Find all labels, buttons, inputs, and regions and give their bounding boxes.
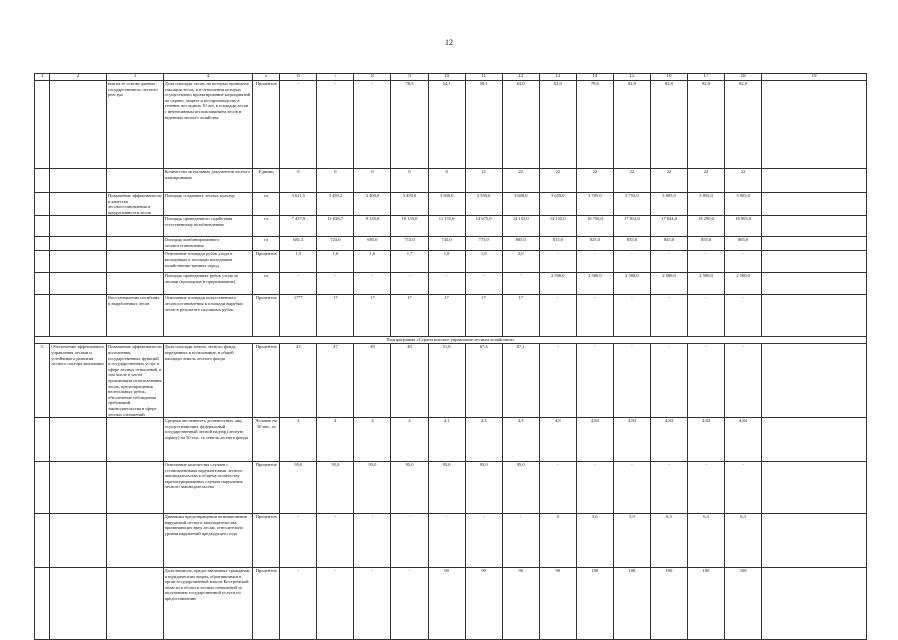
table-cell: - (354, 81, 391, 169)
table-cell: 90 (502, 568, 539, 640)
table-cell: Площадь проведенного содействия естественному возобновлению (163, 216, 252, 237)
table-cell (106, 462, 163, 514)
table-cell: 1,6 (317, 251, 354, 273)
table-cell (50, 237, 107, 251)
table-cell: 1,5 (280, 251, 317, 273)
table-cell: 2 500,0 (576, 273, 613, 295)
table-row (35, 514, 867, 568)
col-header: 4 (163, 74, 252, 81)
table-cell: 47 (317, 344, 354, 418)
table-cell: 805,0 (502, 237, 539, 251)
table-cell (35, 462, 50, 514)
col-header: 10 (428, 74, 465, 81)
col-header: 3 (106, 74, 163, 81)
table-cell: 22 (576, 169, 613, 193)
table-cell (762, 169, 867, 193)
table-cell: - (465, 273, 502, 295)
table-cell: - (391, 568, 428, 640)
table-cell: 3 705,0 (576, 193, 613, 216)
table-cell (106, 216, 163, 237)
table-cell: - (650, 462, 687, 514)
table-cell: 7 457,9 (280, 216, 317, 237)
table-cell: Отношение площади искусственного лесовосстановления к площади вырубки лесов в результате сплошных рубок (163, 295, 252, 337)
table-cell: 18 750,0 (576, 216, 613, 237)
table-cell: - (687, 295, 724, 337)
table-cell: 3 805,0 (650, 193, 687, 216)
subprogram-row (35, 337, 867, 344)
col-header: 2 (50, 74, 107, 81)
table-cell: 2 500,0 (725, 273, 762, 295)
table-cell: 845,0 (650, 237, 687, 251)
table-cell: 865,0 (725, 237, 762, 251)
table-cell (762, 237, 867, 251)
table-cell: 54,1 (428, 81, 465, 169)
table-cell (35, 514, 50, 568)
table-cell: 3. (35, 344, 50, 418)
table-cell: - (539, 251, 576, 273)
table-cell: 3 600,0 (502, 193, 539, 216)
table-cell: 82,9 (613, 81, 650, 169)
table-cell: 3 905,0 (725, 193, 762, 216)
table-cell: - (650, 251, 687, 273)
table-cell: Доля площади земель лесного фонда, переданных в пользование, в общей площади земель лесного фонда (163, 344, 252, 418)
table-cell: 82,9 (650, 81, 687, 169)
table-cell: Площадь созданных лесных культур (163, 193, 252, 216)
table-cell: 1,8 (428, 251, 465, 273)
table-cell: 22 (465, 169, 502, 193)
table-cell (50, 514, 107, 568)
table-cell: Процентов (253, 514, 280, 568)
table-cell: 17 (465, 295, 502, 337)
col-header: 14 (576, 74, 613, 81)
table-cell: 4,1 (428, 418, 465, 462)
table-cell: 17 (428, 295, 465, 337)
table-cell: - (280, 273, 317, 295)
col-header: 15 (613, 74, 650, 81)
table-cell: Процентов (253, 462, 280, 514)
table-cell: 3 439,2 (317, 193, 354, 216)
table-cell: 0 (428, 169, 465, 193)
table-cell: 4 (391, 418, 428, 462)
table-cell: - (539, 462, 576, 514)
table-cell: 9 155,0 (354, 216, 391, 237)
table-cell: 723,0 (317, 237, 354, 251)
table-cell: 79,6 (576, 81, 613, 169)
table-cell: 17 (502, 295, 539, 337)
table-cell (762, 216, 867, 237)
table-cell: - (354, 273, 391, 295)
table-cell: 4,3 (502, 418, 539, 462)
table-row (35, 462, 867, 514)
table-cell: - (613, 251, 650, 273)
indicators-table (34, 73, 867, 640)
table-row (35, 295, 867, 337)
table-cell (50, 418, 107, 462)
col-header: 11 (465, 74, 502, 81)
table-cell: га (253, 237, 280, 251)
table-cell: 14 155,0 (539, 216, 576, 237)
table-cell: Доля выписок, предоставленных гражданам и юридическим лицам, обратившимся в орган государственной власти Костромской области в области лесных отношений за получением государственной услуги по предоставлению (163, 568, 252, 640)
table-cell: 90 (539, 568, 576, 640)
table-cell: - (576, 344, 613, 418)
table-cell: - (502, 514, 539, 568)
table-cell: Повышение эффективности исполнения государственных функций и государственных услуг в сфере лесных отношений, в том числе в части организации использования лесов, предотвращения нелегальных рубок, обеспечение соблюдения требований законодательства в сфере лесных отношений (107, 344, 162, 417)
table-cell: 2 500,0 (613, 273, 650, 295)
table-cell: 100 (613, 568, 650, 640)
table-cell: 815,0 (539, 237, 576, 251)
table-cell: 63,0 (539, 81, 576, 169)
table-cell: 4,84 (650, 418, 687, 462)
table-cell: Процентов (253, 251, 280, 273)
table-cell: Процентов (253, 295, 280, 337)
table-cell (50, 251, 107, 273)
table-cell (106, 418, 163, 462)
table-cell: 43 (280, 344, 317, 418)
table-cell (106, 169, 163, 193)
subprogram-title: Подпрограмма «Стратегическое управление лесным хозяйством» (35, 337, 867, 344)
table-cell: 3 550,0 (465, 193, 502, 216)
table-cell: 18 893,0 (725, 216, 762, 237)
table-cell (35, 273, 50, 295)
table-cell: 2 500,0 (650, 273, 687, 295)
table-cell: Процентов (253, 344, 280, 418)
table-cell (35, 295, 50, 337)
table-cell: 3 755,0 (613, 193, 650, 216)
table-cell: 3 450,0 (391, 193, 428, 216)
table-cell: 90 (428, 568, 465, 640)
table-cell: - (725, 344, 762, 418)
table-row (35, 193, 867, 216)
table-row (35, 273, 867, 295)
table-cell: Человек на 50 тыс. га (253, 418, 280, 462)
table-cell: - (391, 273, 428, 295)
table-cell: 22 (650, 169, 687, 193)
table-cell: Доля площади лесов, на которых проведена таксация лесов, и в отношении которых осуществлено проектирование мероприятий по охране, защите и воспроизводству в течение последних 10 лет, в площади лесов с интенсивным использованием лесов и ведением лесного хозяйства (163, 81, 252, 169)
col-header: 13 (539, 74, 576, 81)
table-cell: 3 655,0 (539, 193, 576, 216)
table-cell: га (253, 193, 280, 216)
table-cell (762, 514, 867, 568)
table-cell (50, 169, 107, 193)
table-cell: 1,6 (354, 251, 391, 273)
table-cell: 681,3 (280, 237, 317, 251)
table-cell: 82,9 (725, 81, 762, 169)
table-cell: 58,1 (465, 81, 502, 169)
table-cell (50, 273, 107, 295)
table-cell: 14 155,0 (502, 216, 539, 237)
table-cell: 67,4 (465, 344, 502, 418)
table-cell: 6,3 (725, 514, 762, 568)
table-cell: - (725, 251, 762, 273)
table-cell: 100 (725, 568, 762, 640)
table-cell: 3 400,0 (354, 193, 391, 216)
table-cell (762, 295, 867, 337)
table-cell: 10 155,0 (391, 216, 428, 237)
table-cell: Отношение количества случаев с установленными нарушителями лесного законодательства к общему количеству зарегистрированных случаев нарушения лесного законодательства (163, 462, 252, 514)
table-cell: 95,0 (428, 462, 465, 514)
table-cell: - (502, 273, 539, 295)
table-cell (35, 237, 50, 251)
table-cell: - (317, 273, 354, 295)
table-cell (35, 81, 50, 169)
table-row (35, 216, 867, 237)
table-cell: 1,9 (465, 251, 502, 273)
table-cell: 95,0 (465, 462, 502, 514)
table-cell: ния на ее основе данных государственного лесного реестра (106, 81, 163, 169)
table-cell: 0 (317, 169, 354, 193)
table-cell: 11 155,0 (428, 216, 465, 237)
table-cell: 95,0 (391, 462, 428, 514)
table-cell: 95,0 (317, 462, 354, 514)
table-cell: Динамика предотвращения возникновения нарушений лесного законодательства, причиняющих вред лесам, относительно уровня нарушений предыдущего года (163, 514, 252, 568)
table-cell: - (576, 251, 613, 273)
table-cell: 17 (354, 295, 391, 337)
table-cell: 4,84 (613, 418, 650, 462)
table-cell: Площадь проведенных рубок ухода за лесами (проходные и прореживание) (163, 273, 252, 295)
table-row (35, 418, 867, 462)
table-cell: 22 (539, 169, 576, 193)
table-cell (35, 216, 50, 237)
table-cell: - (725, 462, 762, 514)
table-cell: - (428, 273, 465, 295)
table-cell: - (539, 344, 576, 418)
table-cell: 11 026,7 (317, 216, 354, 237)
table-cell: 4,8 (539, 418, 576, 462)
col-header: 5 (253, 74, 280, 81)
table-cell: 825,0 (576, 237, 613, 251)
table-cell: 22 (502, 169, 539, 193)
table-cell: - (317, 81, 354, 169)
table-cell: 4,84 (687, 418, 724, 462)
table-cell: - (317, 568, 354, 640)
table-cell: 2,0 (502, 251, 539, 273)
table-cell: 745,0 (428, 237, 465, 251)
table-cell: Процентов (253, 81, 280, 169)
table-cell: 18 290,0 (687, 216, 724, 237)
table-cell (50, 295, 107, 337)
table-cell: 4,3 (465, 418, 502, 462)
table-cell: га (253, 216, 280, 237)
table-cell: - (650, 344, 687, 418)
table-cell (50, 216, 107, 237)
table-cell: 0 (280, 169, 317, 193)
table-cell: 78,5 (391, 81, 428, 169)
table-cell: 685,0 (354, 237, 391, 251)
table-cell (106, 251, 163, 273)
table-cell: Площадь комбинированного лесовосстановления (163, 237, 252, 251)
table-cell: 22 (687, 169, 724, 193)
table-cell: 100 (650, 568, 687, 640)
table-cell (50, 462, 107, 514)
col-header: 8 (354, 74, 391, 81)
table-cell: 2 500,0 (687, 273, 724, 295)
table-cell: - (317, 514, 354, 568)
table-cell: 0 (391, 169, 428, 193)
table-cell: Единиц (253, 169, 280, 193)
table-cell: - (465, 514, 502, 568)
table-cell (762, 193, 867, 216)
table-cell: 17 844,0 (650, 216, 687, 237)
col-header: 16 (650, 74, 687, 81)
table-cell: - (576, 462, 613, 514)
table-cell: 95,0 (502, 462, 539, 514)
table-cell: 5,6 (576, 514, 613, 568)
table-row (35, 81, 867, 169)
table-cell (50, 193, 107, 216)
col-header: 18 (725, 74, 762, 81)
column-number-row (35, 74, 867, 81)
table-cell (762, 251, 867, 273)
table-cell: 855,0 (687, 237, 724, 251)
table-cell (106, 514, 163, 568)
table-cell (106, 568, 163, 640)
table-cell: 100 (687, 568, 724, 640)
table-cell: 5,9 (613, 514, 650, 568)
table-cell: - (650, 295, 687, 337)
col-header: 19 (762, 74, 867, 81)
table-cell: - (687, 344, 724, 418)
table-cell: 17 (317, 295, 354, 337)
table-cell: Количество актуальных документов лесного планирования (163, 169, 252, 193)
table-cell (35, 418, 50, 462)
table-cell: 95,0 (280, 462, 317, 514)
table-cell (762, 344, 867, 418)
table-cell (762, 568, 867, 640)
table-cell (762, 273, 867, 295)
table-cell: га (253, 273, 280, 295)
table-cell: 14 675,0 (465, 216, 502, 237)
table-cell: 63,0 (502, 81, 539, 169)
table-cell: - (428, 514, 465, 568)
table-row (35, 568, 867, 640)
table-cell: - (725, 295, 762, 337)
table-cell: 1,7 (391, 251, 428, 273)
table-cell: - (613, 344, 650, 418)
col-header: 1 (35, 74, 50, 81)
table-cell: 2 500,0 (539, 273, 576, 295)
table-cell: 49 (354, 344, 391, 418)
table-cell: - (391, 514, 428, 568)
table-row (35, 344, 867, 418)
table-cell (106, 237, 163, 251)
table-cell (35, 169, 50, 193)
table-cell: 82,9 (687, 81, 724, 169)
table-cell: Обеспечение эффективного управления лесами и устойчивого развития лесного сектора экономики (50, 344, 107, 418)
table-cell: 6,3 (650, 514, 687, 568)
table-cell: - (576, 295, 613, 337)
table-cell (50, 568, 107, 640)
table-cell: 100 (576, 568, 613, 640)
table-cell: 49 (391, 344, 428, 418)
col-header: 17 (687, 74, 724, 81)
table-cell: 3 855,0 (687, 193, 724, 216)
table-cell: - (280, 568, 317, 640)
table-cell: 835,0 (613, 237, 650, 251)
table-cell: 715,0 (391, 237, 428, 251)
table-cell: 775,0 (465, 237, 502, 251)
table-cell: 17 (391, 295, 428, 337)
table-cell: Процентов (253, 568, 280, 640)
table-cell: 17 812,0 (613, 216, 650, 237)
table-cell (35, 568, 50, 640)
table-cell: 4,84 (576, 418, 613, 462)
table-cell (762, 462, 867, 514)
col-header: 6 (280, 74, 317, 81)
table-cell (50, 81, 107, 169)
table-cell: - (613, 295, 650, 337)
col-header: 7 (317, 74, 354, 81)
table-cell (35, 193, 50, 216)
table-cell: 22 (725, 169, 762, 193)
table-cell: 6,3 (687, 514, 724, 568)
table-row (35, 237, 867, 251)
table-cell: 4 (317, 418, 354, 462)
table-cell: - (539, 295, 576, 337)
table-cell: - (354, 568, 391, 640)
table-cell (106, 273, 163, 295)
table-cell: - (354, 514, 391, 568)
table-cell: 22 (613, 169, 650, 193)
table-row (35, 251, 867, 273)
table-cell: - (613, 462, 650, 514)
table-cell: Средняя численность должностных лиц, осуществляющих федеральный государственный лесной надзор (лесную охрану) на 50 тыс. га земель лесного фонда (163, 418, 252, 462)
table-cell: 95,0 (354, 462, 391, 514)
table-cell: 3 611,5 (280, 193, 317, 216)
table-cell (762, 81, 867, 169)
table-cell (762, 418, 867, 462)
table-cell: - (687, 462, 724, 514)
table-cell: 51,0 (428, 344, 465, 418)
table-cell: 5 (539, 514, 576, 568)
table-cell: Восстановление погибших и вырубленных лесов (106, 295, 163, 337)
table-cell (35, 251, 50, 273)
table-cell: Отношение площади рубок ухода в молодняках к площади молодняков хозяйственно-ценных пород (163, 251, 252, 273)
table-cell: Повышение эффективности и качества лесовосстановления и продуктивности лесов (107, 193, 162, 215)
table-cell: 4,84 (725, 418, 762, 462)
table-cell: 3 500,0 (428, 193, 465, 216)
table-cell: 4 (280, 418, 317, 462)
col-header: 12 (502, 74, 539, 81)
table-cell: - (687, 251, 724, 273)
table-row (35, 169, 867, 193)
table-cell: 67,1 (502, 344, 539, 418)
table-cell: 4 (354, 418, 391, 462)
table-cell: - (280, 514, 317, 568)
page-number: 12 (445, 38, 453, 47)
col-header: 9 (391, 74, 428, 81)
table-cell: 17** (280, 295, 317, 337)
table-cell: 0 (354, 169, 391, 193)
table-cell: - (280, 81, 317, 169)
table-cell: 90 (465, 568, 502, 640)
